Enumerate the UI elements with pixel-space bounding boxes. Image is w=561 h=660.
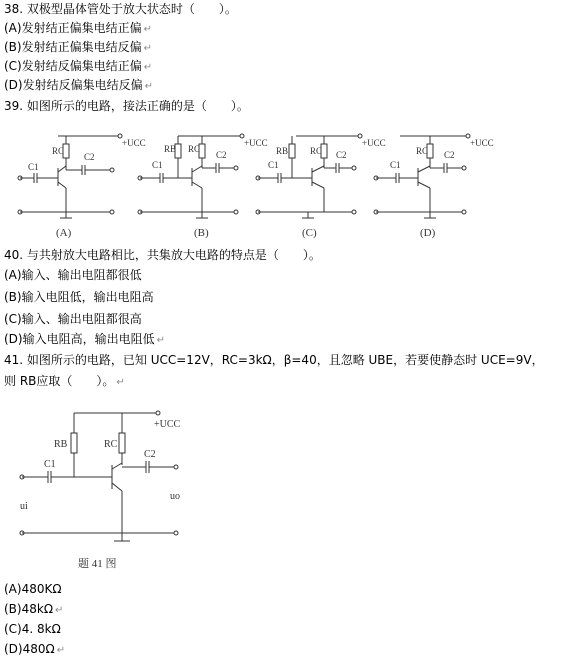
circuit-d-label: (D) xyxy=(420,227,436,239)
svg-text:RC: RC xyxy=(104,439,118,450)
svg-text:+UCC: +UCC xyxy=(470,138,494,148)
svg-text:+UCC: +UCC xyxy=(122,138,146,148)
svg-text:+UCC: +UCC xyxy=(154,419,181,430)
q41-option-b: (B)48kΩ ↵ xyxy=(4,602,64,616)
svg-text:RC: RC xyxy=(52,146,65,156)
q41-circuit-figure xyxy=(14,405,214,575)
circuit-d xyxy=(374,134,494,239)
circuit-b xyxy=(138,134,268,239)
svg-text:C1: C1 xyxy=(44,459,56,470)
q38-option-a: (A)发射结正偏集电结正偏 ↵ xyxy=(4,21,152,35)
svg-text:RB: RB xyxy=(54,439,68,450)
q38-option-b: (B)发射结正偏集电结反偏 ↵ xyxy=(4,40,152,54)
svg-text:RC: RC xyxy=(188,144,201,154)
circuit-a-label: (A) xyxy=(56,227,72,239)
svg-text:C1: C1 xyxy=(152,160,163,170)
q40-stem: 40. 与共射放大电路相比，共集放大电路的特点是（ ）。 xyxy=(4,248,321,262)
q38-option-d: (D)发射结反偏集电结反偏 ↵ xyxy=(4,78,153,92)
svg-text:+UCC: +UCC xyxy=(244,138,268,148)
q40-option-d: (D)输入电阻高，输出电阻低 ↵ xyxy=(4,332,165,346)
q41-figure-caption: 题 41 图 xyxy=(78,558,117,570)
q40-option-b: (B)输入电阻低，输出电阻高 xyxy=(4,290,154,304)
svg-text:C1: C1 xyxy=(390,160,401,170)
q41-stem-line1: 41. 如图所示的电路，已知 UCC=12V，RC=3kΩ，β=40，且忽略 UBE，若要使静态时 UCE=9V， xyxy=(4,353,544,367)
svg-text:C2: C2 xyxy=(144,449,156,460)
q38-option-c: (C)发射结反偏集电结正偏 ↵ xyxy=(4,59,153,73)
q38-stem: 38. 双极型晶体管处于放大状态时（ ）。 xyxy=(4,2,237,16)
q40-option-c: (C)输入、输出电阻都很高 xyxy=(4,312,142,326)
q41-option-c: (C)4. 8kΩ xyxy=(4,622,61,636)
svg-text:C2: C2 xyxy=(216,150,227,160)
circuit-c xyxy=(256,134,386,239)
q39-circuit-figure xyxy=(10,122,494,244)
svg-text:C2: C2 xyxy=(84,152,95,162)
circuit-c-label: (C) xyxy=(302,227,317,239)
svg-text:ui: ui xyxy=(20,501,28,512)
svg-text:C1: C1 xyxy=(28,162,39,172)
q41-option-a: (A)480KΩ xyxy=(4,582,62,596)
svg-text:RB: RB xyxy=(164,144,177,154)
svg-text:RC: RC xyxy=(310,146,323,156)
svg-text:C1: C1 xyxy=(268,160,279,170)
svg-text:RB: RB xyxy=(276,146,289,156)
q40-option-a: (A)输入、输出电阻都很低 xyxy=(4,268,142,282)
q39-stem: 39. 如图所示的电路，接法正确的是（ ）。 xyxy=(4,99,249,113)
svg-text:C2: C2 xyxy=(336,150,347,160)
q41-option-d: (D)480Ω ↵ xyxy=(4,642,66,656)
svg-text:C2: C2 xyxy=(444,150,455,160)
svg-text:RC: RC xyxy=(416,146,429,156)
circuit-a xyxy=(18,134,146,239)
q41-stem-line2: 则 RB应取（ ）。 ↵ xyxy=(4,374,125,388)
svg-text:uo: uo xyxy=(170,491,180,502)
circuit-b-label: (B) xyxy=(194,227,209,239)
svg-text:+UCC: +UCC xyxy=(362,138,386,148)
